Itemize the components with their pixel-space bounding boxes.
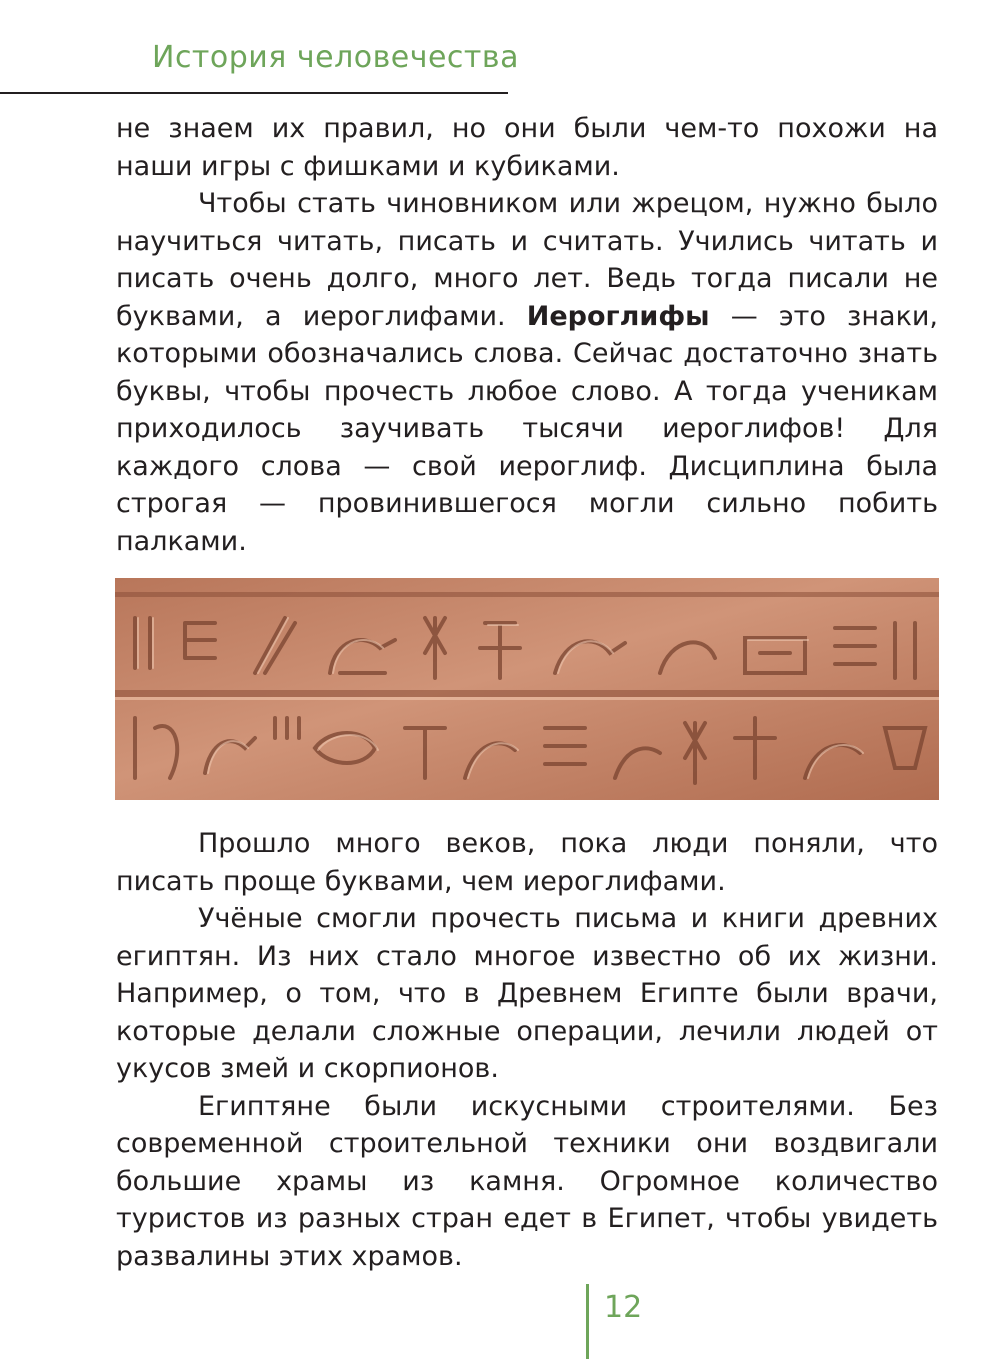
hieroglyphs-stone-photo [115, 578, 939, 800]
page-number: 12 [604, 1290, 643, 1325]
running-header-title: История человечества [152, 40, 519, 75]
paragraph-letters: Прошло много веков, пока люди поняли, что писать проще буквами, чем иероглифами. [116, 828, 938, 897]
hieroglyphs-relief-image [115, 578, 939, 800]
header-divider [0, 92, 508, 94]
paragraph-scientists: Учёные смогли прочесть письма и книги древних египтян. Из них стало многое известно об их жизни. Например, о том, что в Древнем Египте были врачи, которые делали сложные операции, лечили людей от укусов змей и скорпионов. [116, 903, 938, 1084]
body-text-bottom [116, 825, 938, 1275]
paragraph-hieroglyphs: Чтобы стать чиновником или жрецом, нужно было научиться читать, писать и считать. Учились читать и писать очень долго, много лет. Ведь тогда писали не буквами, а иероглифами. Иероглифы — это знаки, которыми обозначались слова. Сейчас достаточно знать буквы, чтобы прочесть любое слово. А тогда ученикам приходилось заучивать тысячи иероглифов! Для каждого слова — свой иероглиф. Дисциплина была строгая — провинившегося могли сильно побить палками. [116, 188, 939, 557]
footer-divider [586, 1284, 589, 1359]
term-hieroglyphs: Иероглифы [526, 300, 710, 332]
body-text-top [116, 110, 938, 560]
paragraph-games: не знаем их правил, но они были чем-то похожи на наши игры с фишками и кубиками. [116, 113, 938, 182]
paragraph-builders: Египтяне были искусными строителями. Без современной строительной техники они воздвигали большие храмы из камня. Огромное количество туристов из разных стран едет в Египет, чтобы увидеть развалины этих храмов. [116, 1090, 938, 1272]
